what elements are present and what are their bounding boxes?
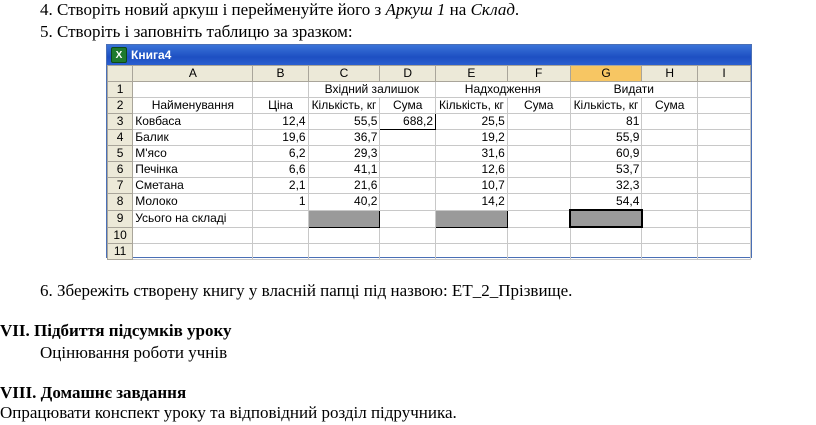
cell-i[interactable]: [697, 162, 750, 178]
cell-i[interactable]: [697, 146, 750, 162]
table-row: [108, 146, 751, 162]
cell-empty[interactable]: [308, 227, 380, 244]
select-all-corner[interactable]: [108, 66, 133, 82]
cell-out-sum[interactable]: [642, 146, 698, 162]
row-header-3[interactable]: 3: [108, 114, 133, 130]
cell-i2[interactable]: [697, 98, 750, 114]
cell-price[interactable]: 2,1: [253, 178, 308, 194]
table-row: [108, 162, 751, 178]
cell-price[interactable]: 1: [253, 194, 308, 211]
cell-out-sum-header[interactable]: Сума: [642, 98, 698, 114]
cell-empty[interactable]: [253, 244, 308, 260]
column-header-f[interactable]: F: [507, 66, 570, 82]
cell-empty[interactable]: [133, 244, 253, 260]
cell-group-issued[interactable]: Видати: [570, 82, 697, 98]
cell-in-qty[interactable]: 40,2: [308, 194, 380, 211]
cell-group-receipts[interactable]: Надходження: [436, 82, 571, 98]
window-title-bar[interactable]: [107, 45, 751, 65]
cell-price[interactable]: 6,2: [253, 146, 308, 162]
cell-empty[interactable]: [436, 244, 508, 260]
cell-i[interactable]: [697, 194, 750, 211]
cell-name[interactable]: Печінка: [133, 162, 253, 178]
section-7-heading: VII. Підбиття підсумків уроку: [0, 321, 232, 340]
row-header-7[interactable]: 7: [108, 178, 133, 194]
cell-price[interactable]: 6,6: [253, 162, 308, 178]
cell-empty[interactable]: [380, 227, 436, 244]
row-header-10[interactable]: 10: [108, 227, 133, 244]
table-row: [108, 98, 751, 114]
cell-out-sum[interactable]: [642, 178, 698, 194]
step-4-mid: на: [445, 0, 471, 19]
cell-total-label[interactable]: Усього на складі: [133, 210, 253, 227]
column-header-d[interactable]: D: [380, 66, 436, 82]
cell-empty[interactable]: [642, 244, 698, 260]
step-4-from: Аркуш 1: [385, 0, 446, 19]
cell-rec-qty[interactable]: 12,6: [436, 162, 508, 178]
cell-price[interactable]: 12,4: [253, 114, 308, 130]
cell-total-out-qty-selected[interactable]: [570, 210, 642, 227]
table-row: [108, 227, 751, 244]
column-header-row: [108, 66, 751, 82]
step-5-text: 5. Створіть і заповніть таблицю за зразком:: [40, 22, 353, 41]
cell-in-sum-header[interactable]: Сума: [380, 98, 436, 114]
section-7-text: Оцінювання роботи учнів: [40, 343, 228, 362]
cell-rec-qty[interactable]: 25,5: [436, 114, 508, 130]
cell-name[interactable]: Сметана: [133, 178, 253, 194]
cell-in-sum[interactable]: [380, 178, 436, 194]
column-header-g[interactable]: G: [570, 66, 642, 82]
cell-in-sum[interactable]: [380, 194, 436, 211]
cell-out-qty[interactable]: 54,4: [570, 194, 642, 211]
table-row: [108, 194, 751, 211]
table-row: [108, 82, 751, 98]
cell-rec-sum-header[interactable]: Сума: [507, 98, 570, 114]
cell-empty[interactable]: [133, 227, 253, 244]
table-row: [108, 210, 751, 227]
cell-rec-qty[interactable]: 19,2: [436, 130, 508, 146]
cell-empty[interactable]: [507, 244, 570, 260]
cell-rec-sum[interactable]: [507, 114, 570, 130]
cell-rec-sum[interactable]: [507, 178, 570, 194]
row-header-2[interactable]: 2: [108, 98, 133, 114]
cell-rec-qty[interactable]: 31,6: [436, 146, 508, 162]
cell-empty[interactable]: [697, 227, 750, 244]
cell-in-qty[interactable]: 41,1: [308, 162, 380, 178]
row-header-8[interactable]: 8: [108, 194, 133, 211]
cell-rec-qty-header[interactable]: Кількість, кг: [436, 98, 508, 114]
cell-in-qty[interactable]: 29,3: [308, 146, 380, 162]
cell-i[interactable]: [697, 130, 750, 146]
table-row: [108, 114, 751, 130]
cell-price-header[interactable]: Ціна: [253, 98, 308, 114]
row-header-6[interactable]: 6: [108, 162, 133, 178]
cell-empty[interactable]: [308, 244, 380, 260]
cell-in-qty[interactable]: 36,7: [308, 130, 380, 146]
column-header-a[interactable]: A: [133, 66, 253, 82]
column-header-i[interactable]: I: [697, 66, 750, 82]
table-row: [108, 130, 751, 146]
step-6-text: 6. Збережіть створену книгу у власній папці під назвою: ЕТ_2_Прізвище.: [40, 281, 573, 300]
cell-total-rec-qty[interactable]: [436, 210, 508, 227]
cell-out-qty[interactable]: 60,9: [570, 146, 642, 162]
cell-name[interactable]: Ковбаса: [133, 114, 253, 130]
cell-empty[interactable]: [570, 227, 642, 244]
cell-group-opening-balance[interactable]: Вхідний залишок: [308, 82, 435, 98]
cell-in-sum[interactable]: [380, 146, 436, 162]
cell-b1[interactable]: [253, 82, 308, 98]
cell-empty[interactable]: [253, 227, 308, 244]
cell-rec-sum[interactable]: [507, 130, 570, 146]
cell-in-qty[interactable]: 21,6: [308, 178, 380, 194]
row-header-1[interactable]: 1: [108, 82, 133, 98]
cell-out-sum[interactable]: [642, 194, 698, 211]
step-4-prefix: 4. Створіть новий аркуш і перейменуйте його з: [40, 0, 386, 19]
spreadsheet-window: [106, 44, 752, 258]
cell-name-header[interactable]: Найменування: [133, 98, 253, 114]
cell-rec-qty[interactable]: 14,2: [436, 194, 508, 211]
cell-empty[interactable]: [380, 244, 436, 260]
cell-name[interactable]: Балик: [133, 130, 253, 146]
cell-empty[interactable]: [570, 244, 642, 260]
cell-total-in-qty[interactable]: [308, 210, 380, 227]
cell-out-qty[interactable]: 81: [570, 114, 642, 130]
cell-rec-sum[interactable]: [507, 162, 570, 178]
cell-total-rec-sum[interactable]: [507, 210, 570, 227]
cell-total-price[interactable]: [253, 210, 308, 227]
table-row: [108, 178, 751, 194]
cell-i[interactable]: [697, 210, 750, 227]
cell-rec-sum[interactable]: [507, 194, 570, 211]
cell-total-in-sum[interactable]: [380, 210, 436, 227]
cell-rec-qty[interactable]: 10,7: [436, 178, 508, 194]
cell-rec-sum[interactable]: [507, 146, 570, 162]
cell-empty[interactable]: [697, 244, 750, 260]
cell-name[interactable]: М'ясо: [133, 146, 253, 162]
window-title: Книга4: [131, 48, 172, 62]
row-header-5[interactable]: 5: [108, 146, 133, 162]
step-4-to: Склад: [470, 0, 515, 19]
cell-empty[interactable]: [507, 227, 570, 244]
cell-name[interactable]: Молоко: [133, 194, 253, 211]
cell-i[interactable]: [697, 114, 750, 130]
row-header-9[interactable]: 9: [108, 210, 133, 227]
cell-out-sum[interactable]: [642, 114, 698, 130]
cell-out-qty-header[interactable]: Кількість, кг: [570, 98, 642, 114]
cell-out-sum[interactable]: [642, 130, 698, 146]
cell-out-qty[interactable]: 55,9: [570, 130, 642, 146]
cell-i1[interactable]: [697, 82, 750, 98]
worksheet-grid: [107, 65, 751, 260]
step-4-text: [40, 0, 519, 20]
cell-a1[interactable]: [133, 82, 253, 98]
cell-total-out-sum[interactable]: [642, 210, 698, 227]
column-header-b[interactable]: B: [253, 66, 308, 82]
column-header-c[interactable]: C: [308, 66, 380, 82]
section-8-text: Опрацювати конспект уроку та відповідний розділ підручника.: [0, 403, 457, 422]
cell-in-qty-header[interactable]: Кількість, кг: [308, 98, 380, 114]
cell-in-sum[interactable]: [380, 130, 436, 146]
cell-out-qty[interactable]: 53,7: [570, 162, 642, 178]
section-8-heading: VIII. Домашнє завдання: [0, 383, 187, 402]
cell-price[interactable]: 19,6: [253, 130, 308, 146]
cell-out-qty[interactable]: 32,3: [570, 178, 642, 194]
row-header-11[interactable]: 11: [108, 244, 133, 260]
step-4-end: .: [514, 0, 520, 19]
cell-empty[interactable]: [436, 227, 508, 244]
column-header-e[interactable]: E: [436, 66, 508, 82]
column-header-h[interactable]: H: [642, 66, 698, 82]
cell-in-sum[interactable]: [380, 162, 436, 178]
excel-icon: X: [111, 47, 127, 63]
cell-i[interactable]: [697, 178, 750, 194]
row-header-4[interactable]: 4: [108, 130, 133, 146]
cell-in-sum[interactable]: 688,2: [380, 114, 436, 130]
table-row: [108, 244, 751, 260]
cell-empty[interactable]: [642, 227, 698, 244]
cell-out-sum[interactable]: [642, 162, 698, 178]
cell-in-qty[interactable]: 55,5: [308, 114, 380, 130]
